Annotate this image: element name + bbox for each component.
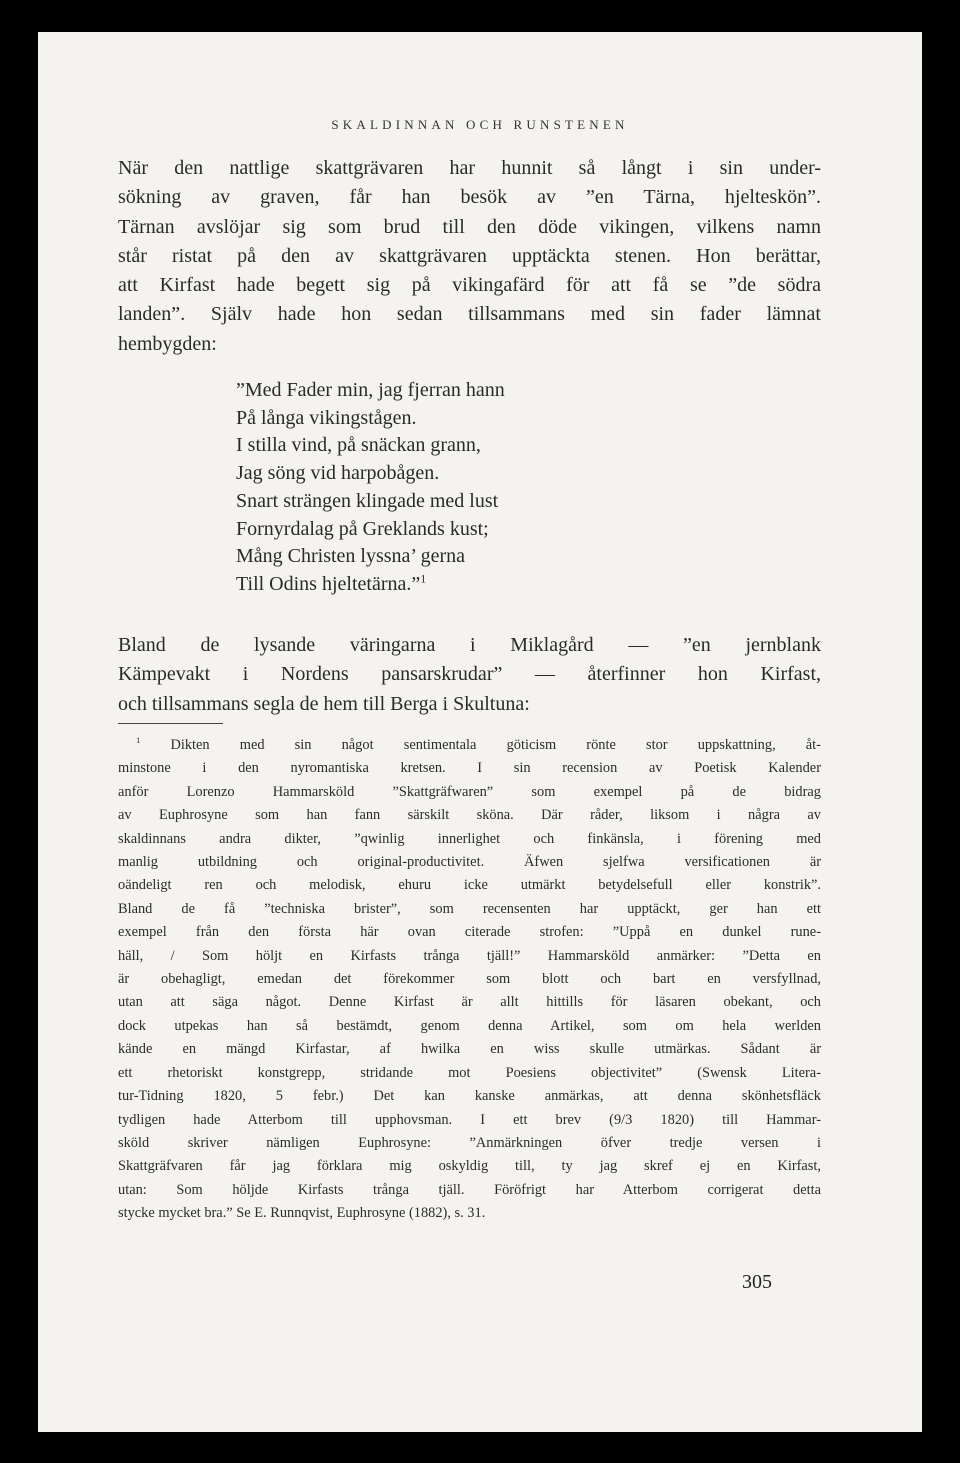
intro-line: landen”. Själv hade hon sedan tillsammans med sin fader lämnat [118,303,821,326]
book-page [38,32,922,1432]
footnote-line: utan: Som höljde Kirfasts trånga tjäll. Föröfrigt har Atterbom corrigerat detta [118,1181,821,1198]
footnote-line: häll, / Som höljt en Kirfasts trånga tjäll!” Hammarsköld anmärker: ”Detta en [118,947,821,964]
poem-verse: Mång Christen lyssna’ gerna [236,545,466,568]
intro-line: att Kirfast hade begett sig på vikingafärd för att få se ”de södra [118,274,821,297]
running-head: SKALDINNAN OCH RUNSTENEN [331,117,629,132]
footnote-line: Bland de få ”techniska brister”, som recensenten har upptäckt, ger han ett [118,900,821,917]
footnote-line: utan att säga något. Denne Kirfast är allt hittills för läsaren obekant, och [118,994,821,1011]
footnote-line: exempel från den första här ovan citerade strofen: ”Uppå en dunkel rune- [118,924,821,941]
footnote-line: oändeligt ren och melodisk, ehuru icke utmärkt betydelsefull eller konstrik”. [118,877,821,894]
footnote-line: av Euphrosyne som han fann särskilt sköna. Där råder, liksom i några av [118,807,821,824]
intro-line: Tärnan avslöjar sig som brud till den döde vikingen, vilkens namn [118,215,821,238]
footnote-line: manlig utbildning och original-productivitet. Äfwen sjelfwa versificationen är [118,854,821,871]
intro-line: När den nattlige skattgrävaren har hunnit så långt i sin under- [118,157,821,179]
intro-line: står ristat på den av skattgrävaren upptäckta stenen. Hon berättar, [118,244,821,267]
footnote-marker: 1 [136,735,141,746]
footnote-divider [118,723,223,724]
footnote-line: kände en mängd Kirfastar, af hwilka en wiss skulle utmärkas. Sådant är [118,1041,821,1058]
poem-verse-text: Till Odins hjeltetärna.” [236,572,421,595]
poem-verse: Snart strängen klingade med lust [236,489,499,512]
poem-verse: I stilla vind, på snäckan grann, [236,434,481,457]
footnote-line: är obehagligt, emedan det förekommer som blott och bart en versfyllnad, [118,971,821,988]
footnote [118,734,821,1226]
footnote-line: skaldinnans andra dikter, ”qwinlig innerlighet och finkänsla, i förening med [118,830,821,847]
footnote-line: stycke mycket bra.” Se E. Runnqvist, Euphrosyne (1882), s. 31. [118,1205,486,1222]
intro-paragraph [118,154,821,359]
after-line: och tillsammans segla de hem till Berga i Skultuna: [118,692,530,715]
poem-stanza [236,377,505,599]
footnote-line: Dikten med sin något sentimentala göticism rönte stor uppskattning, åt- [170,737,821,753]
footnote-line-first [118,734,821,757]
poem-verse: Jag söng vid harpobågen. [236,462,440,485]
footnote-line: Skattgräfvaren får jag förklara mig oskyldig till, ty jag skref ej en Kirfast, [118,1158,821,1175]
footnote-line: sköld skriver nämligen Euphrosyne: ”Anmärkningen öfver tredje versen i [118,1134,821,1151]
footnote-line: minstone i den nyromantiska kretsen. I sin recension av Poetisk Kalender [118,760,821,777]
intro-line: hembygden: [118,332,217,355]
after-poem-paragraph [118,631,821,719]
page-number: 305 [742,1271,772,1293]
poem-verse: Fornyrdalag på Greklands kust; [236,517,489,540]
footnote-line: tur-Tidning 1820, 5 febr.) Det kan kanske anmärkas, att denna skönhetsfläck [118,1088,821,1105]
footnote-line: ett rhetoriskt konstgrepp, stridande mot Poesiens objectivitet” (Swensk Litera- [118,1064,821,1081]
after-line: Kämpevakt i Nordens pansarskrudar” — återfinner hon Kirfast, [118,663,821,686]
footnote-line: anför Lorenzo Hammarsköld ”Skattgräfwaren” som exempel på de bidrag [118,783,821,800]
footnote-line: dock utpekas han så bestämdt, genom denna Artikel, som om hela werlden [118,1017,821,1034]
poem-verse: På långa vikingstågen. [236,406,417,429]
footnote-line: tydligen hade Atterbom till upphovsman. I ett brev (9/3 1820) till Hammar- [118,1111,821,1128]
footnote-reference: 1 [420,571,427,586]
after-line: Bland de lysande väringarna i Miklagård — ”en jernblank [118,634,821,656]
poem-verse: ”Med Fader min, jag fjerran hann [236,379,505,401]
intro-line: sökning av graven, får han besök av ”en Tärna, hjelteskön”. [118,186,821,209]
poem-verse-last [236,571,505,599]
